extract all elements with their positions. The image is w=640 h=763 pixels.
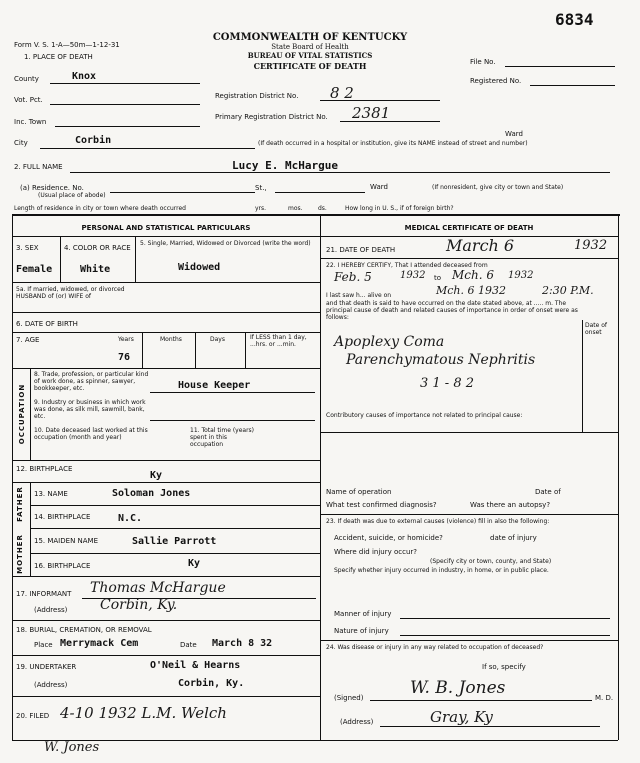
age-days-label: Days <box>210 336 225 343</box>
manner-label: Manner of injury <box>334 610 392 618</box>
marital-value: Widowed <box>178 262 221 273</box>
attended-to: Mch. 6 <box>452 268 494 282</box>
nature-label: Nature of injury <box>334 627 389 635</box>
mother-maiden-label: 15. MAIDEN NAME <box>34 537 99 545</box>
age-months-label: Months <box>160 336 182 343</box>
father-vertical: FATHER <box>16 486 24 522</box>
less-than-day-label: If LESS than 1 day, ...hrs. or ...min. <box>250 334 307 348</box>
board-title: State Board of Health <box>271 43 349 51</box>
burial-date-label: Date <box>180 641 197 649</box>
personal-section-title: PERSONAL AND STATISTICAL PARTICULARS <box>81 224 251 232</box>
bottom-signature: W. Jones <box>44 740 100 755</box>
nonresident-note: (If nonresident, give city or town and State) <box>432 184 564 191</box>
father-birthplace-value: N.C. <box>118 513 143 524</box>
burial-place-label: Place <box>34 641 53 649</box>
registered-no-label: Registered No. <box>470 77 522 85</box>
industry-label: 9. Industry or business in which work was done, as silk mill, sawmill, bank, etc. <box>34 399 146 420</box>
attended-year2: 1932 <box>508 270 534 281</box>
informant-address-value: Corbin, Ky. <box>100 597 178 613</box>
external-causes-label: 23. If death was due to external causes (violence) fill in also the following: <box>326 518 550 525</box>
informant-address-label: (Address) <box>34 606 68 614</box>
cause-line-2: Parenchymatous Nephritis <box>346 352 536 368</box>
burial-place-value: Merrymack Cem <box>60 638 139 649</box>
how-long-us-label: How long in U. S., if of foreign birth? <box>345 205 454 212</box>
trade-label: 8. Trade, profession, or particular kind of work done, as spinner, sawyer, bookkeeper, etc. <box>34 371 149 392</box>
residence-ward-label: Ward <box>370 183 388 191</box>
inc-town-label: Inc. Town <box>14 118 47 126</box>
age-years-label: Years <box>118 336 134 343</box>
place-of-death-label: 1. PLACE OF DEATH <box>24 53 93 61</box>
cause-note: and that death is said to have occurred on the date stated above, at ..... m. The principal cause of death and related causes of importance in order of onset were as follows: <box>326 300 578 321</box>
informant-value: Thomas McHargue <box>90 580 226 596</box>
medical-address-label: (Address) <box>340 718 374 726</box>
undertaker-value: O'Neil & Hearns <box>150 660 241 671</box>
residence-ds: ds. <box>318 205 327 212</box>
residence-st-label: St., <box>255 184 267 192</box>
marital-label: 5. Single, Married, Widowed or Divorced (write the word) <box>140 240 311 247</box>
undertaker-label: 19. UNDERTAKER <box>16 663 77 671</box>
bureau-title: BUREAU OF VITAL STATISTICS <box>247 51 373 60</box>
occupation-vertical: OCCUPATION <box>18 383 26 445</box>
father-name-label: 13. NAME <box>34 490 68 498</box>
attended-from: Feb. 5 <box>334 270 372 284</box>
age-label: 7. AGE <box>16 336 40 344</box>
hospital-note: (If death occurred in a hospital or institution, give its NAME instead of street and number) <box>258 140 528 147</box>
mother-maiden-value: Sallie Parrott <box>132 536 217 547</box>
signed-value: W. B. Jones <box>410 678 506 698</box>
if-so-label: If so, specify <box>482 663 526 671</box>
operation-date-label: Date of <box>535 488 561 496</box>
age-value: 76 <box>118 352 131 363</box>
medical-section-title: MEDICAL CERTIFICATE OF DEATH <box>404 224 534 232</box>
contributory-label: Contributory causes of importance not related to principal cause: <box>326 412 523 419</box>
full-name-value: Lucy E. McHargue <box>232 159 338 172</box>
city-value: Corbin <box>75 135 112 146</box>
registration-district-label: Registration District No. <box>215 92 299 100</box>
cause-line-3: 3 1 - 8 2 <box>420 376 475 391</box>
last-saw-value: Mch. 6 1932 <box>436 284 506 297</box>
autopsy-label: Was there an autopsy? <box>470 501 551 509</box>
informant-label: 17. INFORMANT <box>16 590 72 598</box>
residence-mos: mos. <box>288 205 303 212</box>
burial-label: 18. BURIAL, CREMATION, OR REMOVAL <box>16 626 152 634</box>
certificate-title: CERTIFICATE OF DEATH <box>253 61 367 71</box>
injury-where-label: Where did injury occur? <box>334 548 417 556</box>
certify-label: 22. I HEREBY CERTIFY, That I attended deceased from <box>326 262 488 269</box>
date-of-death-label: 21. DATE OF DEATH <box>326 246 396 254</box>
cause-line-1: Apoplexy Coma <box>334 334 445 350</box>
sex-label: 3. SEX <box>16 244 39 252</box>
county-label: County <box>14 75 39 83</box>
length-residence-label: Length of residence in city or town where death occurred <box>14 205 186 212</box>
father-birthplace-label: 14. BIRTHPLACE <box>34 513 91 521</box>
residence-label: (a) Residence. No. <box>20 184 84 192</box>
full-name-label: 2. FULL NAME <box>14 163 63 171</box>
date-of-onset-label: Date of onset <box>585 322 608 336</box>
registration-district-value: 8 2 <box>330 84 354 102</box>
date-of-death-year: 1932 <box>574 238 608 253</box>
certificate-number: 6834 <box>555 10 594 29</box>
ward-label: Ward <box>505 130 523 138</box>
mother-birthplace-label: 16. BIRTHPLACE <box>34 562 91 570</box>
occupation-disease-label: 24. Was disease or injury in any way related to occupation of deceased? <box>326 644 544 651</box>
form-number: Form V. S. 1-A—50m—1-12-31 <box>14 41 120 49</box>
primary-district-value: 2381 <box>352 104 391 122</box>
undertaker-address-label: (Address) <box>34 681 68 689</box>
birthplace-value: Ky <box>150 470 163 481</box>
attended-to-label: to <box>434 274 442 282</box>
vot-pct-label: Vot. Pct. <box>14 96 43 104</box>
city-label: City <box>14 139 28 147</box>
injury-date-label: date of injury <box>490 534 537 542</box>
date-of-death-value: March 6 <box>446 236 515 255</box>
dob-label: 6. DATE OF BIRTH <box>16 320 78 328</box>
filed-value: 4-10 1932 L.M. Welch <box>60 704 227 722</box>
residence-yrs: yrs. <box>255 205 267 212</box>
last-saw-label: I last saw h... alive on <box>326 292 392 299</box>
color-value: White <box>80 264 111 275</box>
operation-label: Name of operation <box>326 488 392 496</box>
time-spent-label: 11. Total time (years) spent in this occupation <box>190 427 255 448</box>
death-time-value: 2:30 P.M. <box>542 284 594 297</box>
spouse-label: 5a. If married, widowed, or divorced HUSBAND of (or) WIFE of <box>16 286 125 300</box>
mother-birthplace-value: Ky <box>188 558 201 569</box>
residence-sublabel: (Usual place of abode) <box>38 192 106 199</box>
birthplace-label: 12. BIRTHPLACE <box>16 465 73 473</box>
confirm-diagnosis-label: What test confirmed diagnosis? <box>326 501 437 509</box>
accident-label: Accident, suicide, or homicide? <box>334 534 443 542</box>
medical-address-value: Gray, Ky <box>430 708 493 726</box>
filed-label: 20. FILED <box>16 712 50 720</box>
mother-vertical: MOTHER <box>16 534 24 574</box>
burial-date-value: March 8 32 <box>212 638 273 649</box>
md-label: M. D. <box>595 694 614 702</box>
father-name-value: Soloman Jones <box>112 488 191 499</box>
file-no-label: File No. <box>470 58 496 66</box>
primary-district-label: Primary Registration District No. <box>215 113 328 121</box>
commonwealth-title: COMMONWEALTH OF KENTUCKY <box>212 32 408 43</box>
trade-value: House Keeper <box>178 380 251 391</box>
undertaker-address-value: Corbin, Ky. <box>178 678 245 689</box>
industry-specify-label: Specify whether injury occurred in industry, in home, or in public place. <box>334 567 549 574</box>
county-value: Knox <box>72 71 97 82</box>
attended-year1: 1932 <box>400 270 426 281</box>
color-label: 4. COLOR OR RACE <box>64 244 131 252</box>
date-worked-label: 10. Date deceased last worked at this occupation (month and year) <box>34 427 148 441</box>
signed-label: (Signed) <box>334 694 364 702</box>
specify-location-label: (Specify city or town, county, and State) <box>430 558 552 565</box>
sex-value: Female <box>16 264 53 275</box>
